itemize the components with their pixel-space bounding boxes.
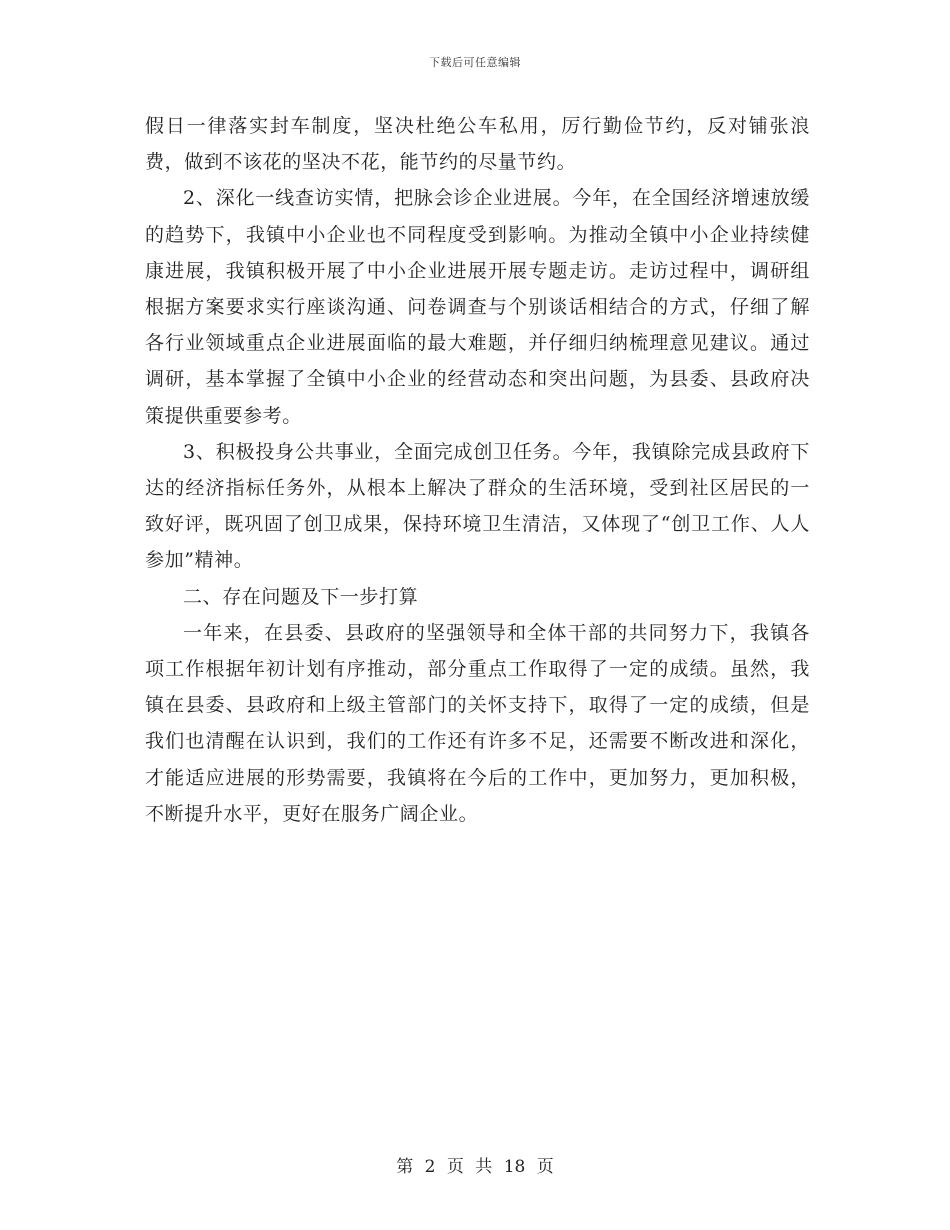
document-body (145, 108, 810, 832)
page-number: 第 2 页 共 18 页 (396, 1157, 554, 1177)
paragraph-summary: 一年来，在县委、县政府的坚强领导和全体干部的共同努力下，我镇各项工作根据年初计划有序推动，部分重点工作取得了一定的成绩。虽然，我镇在县委、县政府和上级主管部门的关怀支持下，取得了一定的成绩，但是我们也清醒在认识到，我们的工作还有许多不足，还需要不断改进和深化，才能适应进展的形势需要，我镇将在今后的工作中，更加努力，更加积极，不断提升水平，更好在服务广阔企业。 (145, 621, 810, 825)
paragraph-continuation: 假日一律落实封车制度，坚决杜绝公车私用，厉行勤俭节约，反对铺张浪费，做到不该花的坚决不花，能节约的尽量节约。 (145, 115, 810, 174)
section-heading: 二、存在问题及下一步打算 (183, 585, 419, 608)
page-header: 下载后可任意编辑 (429, 56, 521, 69)
paragraph-item-2: 2、深化一线查访实情，把脉会诊企业进展。今年，在全国经济增速放缓的趋势下，我镇中小企业也不同程度受到影响。为推动全镇中小企业持续健康进展，我镇积极开展了中小企业进展开展专题走访。走访过程中，调研组根据方案要求实行座谈沟通、问卷调查与个别谈话相结合的方式，仔细了解各行业领域重点企业进展面临的最大难题，并仔细归纳梳理意见建议。通过调研，基本掌握了全镇中小企业的经营动态和突出问题，为县委、县政府决策提供重要参考。 (145, 187, 810, 427)
paragraph-item-3: 3、积极投身公共事业，全面完成创卫任务。今年，我镇除完成县政府下达的经济指标任务外，从根本上解决了群众的生活环境，受到社区居民的一致好评，既巩固了创卫成果，保持环境卫生清洁，又体现了“创卫工作、人人参加”精神。 (145, 440, 810, 572)
